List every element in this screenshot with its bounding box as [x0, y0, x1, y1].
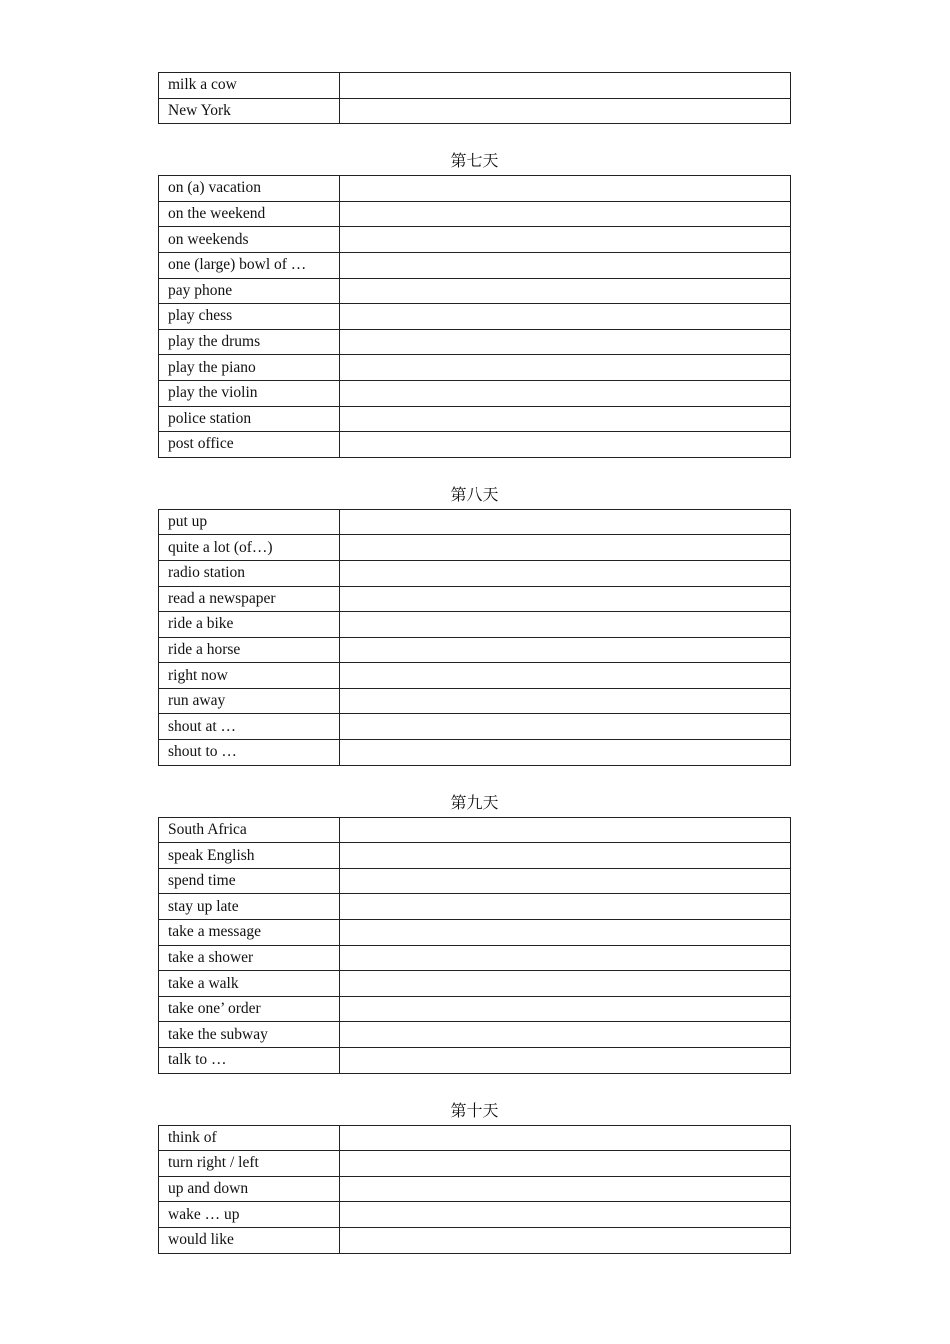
answer-cell[interactable] — [340, 278, 791, 304]
table-row — [159, 560, 791, 586]
section-title: 第七天 — [450, 153, 499, 171]
phrase-cell: New York — [159, 98, 340, 124]
table-row — [159, 714, 791, 740]
phrase-cell: stay up late — [159, 894, 340, 920]
answer-cell[interactable] — [340, 868, 791, 894]
answer-cell[interactable] — [340, 252, 791, 278]
table-row — [159, 278, 791, 304]
table-row — [159, 1022, 791, 1048]
table-row — [159, 1151, 791, 1177]
phrase-cell: shout to … — [159, 740, 340, 766]
table-row — [159, 920, 791, 946]
table-row — [159, 740, 791, 766]
answer-cell[interactable] — [340, 432, 791, 458]
table-row — [159, 843, 791, 869]
phrase-cell: wake … up — [159, 1202, 340, 1228]
answer-cell[interactable] — [340, 586, 791, 612]
answer-cell[interactable] — [340, 560, 791, 586]
answer-cell[interactable] — [340, 945, 791, 971]
section-title: 第九天 — [450, 794, 499, 812]
phrase-cell: quite a lot (of…) — [159, 535, 340, 561]
answer-cell[interactable] — [340, 227, 791, 253]
vocab-table — [158, 1125, 791, 1254]
answer-cell[interactable] — [340, 637, 791, 663]
vocab-table — [158, 817, 791, 1074]
answer-cell[interactable] — [340, 612, 791, 638]
answer-cell[interactable] — [340, 1151, 791, 1177]
table-row — [159, 355, 791, 381]
answer-cell[interactable] — [340, 740, 791, 766]
answer-cell[interactable] — [340, 201, 791, 227]
answer-cell[interactable] — [340, 714, 791, 740]
answer-cell[interactable] — [340, 1202, 791, 1228]
table-row — [159, 98, 791, 124]
phrase-cell: run away — [159, 688, 340, 714]
answer-cell[interactable] — [340, 509, 791, 535]
table-row — [159, 380, 791, 406]
table-row — [159, 73, 791, 99]
table-row — [159, 535, 791, 561]
phrase-cell: South Africa — [159, 817, 340, 843]
answer-cell[interactable] — [340, 98, 791, 124]
answer-cell[interactable] — [340, 996, 791, 1022]
phrase-cell: shout at … — [159, 714, 340, 740]
table-row — [159, 252, 791, 278]
table-row — [159, 509, 791, 535]
phrase-cell: up and down — [159, 1176, 340, 1202]
table-row — [159, 201, 791, 227]
answer-cell[interactable] — [340, 176, 791, 202]
phrase-cell: take one’ order — [159, 996, 340, 1022]
phrase-cell: take a shower — [159, 945, 340, 971]
phrase-cell: radio station — [159, 560, 340, 586]
table-row — [159, 868, 791, 894]
answer-cell[interactable] — [340, 380, 791, 406]
phrase-cell: put up — [159, 509, 340, 535]
table-row — [159, 612, 791, 638]
phrase-cell: on (a) vacation — [159, 176, 340, 202]
phrase-cell: think of — [159, 1125, 340, 1151]
answer-cell[interactable] — [340, 355, 791, 381]
answer-cell[interactable] — [340, 73, 791, 99]
answer-cell[interactable] — [340, 688, 791, 714]
phrase-cell: turn right / left — [159, 1151, 340, 1177]
phrase-cell: spend time — [159, 868, 340, 894]
phrase-cell: play the violin — [159, 380, 340, 406]
table-row — [159, 637, 791, 663]
answer-cell[interactable] — [340, 817, 791, 843]
phrase-cell: read a newspaper — [159, 586, 340, 612]
answer-cell[interactable] — [340, 894, 791, 920]
phrase-cell: take a walk — [159, 971, 340, 997]
phrase-cell: play the piano — [159, 355, 340, 381]
phrase-cell: speak English — [159, 843, 340, 869]
table-row — [159, 1125, 791, 1151]
phrase-cell: on weekends — [159, 227, 340, 253]
table-row — [159, 1227, 791, 1253]
table-row — [159, 227, 791, 253]
answer-cell[interactable] — [340, 535, 791, 561]
table-row — [159, 304, 791, 330]
vocab-table — [158, 509, 791, 766]
phrase-cell: ride a bike — [159, 612, 340, 638]
table-row — [159, 329, 791, 355]
answer-cell[interactable] — [340, 663, 791, 689]
table-row — [159, 945, 791, 971]
phrase-cell: talk to … — [159, 1048, 340, 1074]
section-title: 第十天 — [450, 1102, 499, 1120]
section-title: 第八天 — [450, 486, 499, 504]
table-row — [159, 176, 791, 202]
phrase-cell: play the drums — [159, 329, 340, 355]
answer-cell[interactable] — [340, 1022, 791, 1048]
table-row — [159, 663, 791, 689]
table-row — [159, 586, 791, 612]
answer-cell[interactable] — [340, 843, 791, 869]
worksheet-page — [158, 72, 791, 1254]
table-row — [159, 432, 791, 458]
answer-cell[interactable] — [340, 1048, 791, 1074]
phrase-cell: play chess — [159, 304, 340, 330]
phrase-cell: take a message — [159, 920, 340, 946]
answer-cell[interactable] — [340, 1125, 791, 1151]
answer-cell[interactable] — [340, 304, 791, 330]
phrase-cell: would like — [159, 1227, 340, 1253]
table-row — [159, 406, 791, 432]
table-row — [159, 817, 791, 843]
table-row — [159, 688, 791, 714]
vocab-table — [158, 175, 791, 458]
answer-cell[interactable] — [340, 329, 791, 355]
vocab-table — [158, 72, 791, 124]
phrase-cell: pay phone — [159, 278, 340, 304]
table-row — [159, 971, 791, 997]
phrase-cell: right now — [159, 663, 340, 689]
phrase-cell: milk a cow — [159, 73, 340, 99]
answer-cell[interactable] — [340, 971, 791, 997]
phrase-cell: on the weekend — [159, 201, 340, 227]
phrase-cell: police station — [159, 406, 340, 432]
answer-cell[interactable] — [340, 1176, 791, 1202]
answer-cell[interactable] — [340, 920, 791, 946]
table-row — [159, 1048, 791, 1074]
answer-cell[interactable] — [340, 406, 791, 432]
table-row — [159, 996, 791, 1022]
phrase-cell: post office — [159, 432, 340, 458]
answer-cell[interactable] — [340, 1227, 791, 1253]
table-row — [159, 1176, 791, 1202]
phrase-cell: ride a horse — [159, 637, 340, 663]
phrase-cell: take the subway — [159, 1022, 340, 1048]
table-row — [159, 1202, 791, 1228]
phrase-cell: one (large) bowl of … — [159, 252, 340, 278]
table-row — [159, 894, 791, 920]
